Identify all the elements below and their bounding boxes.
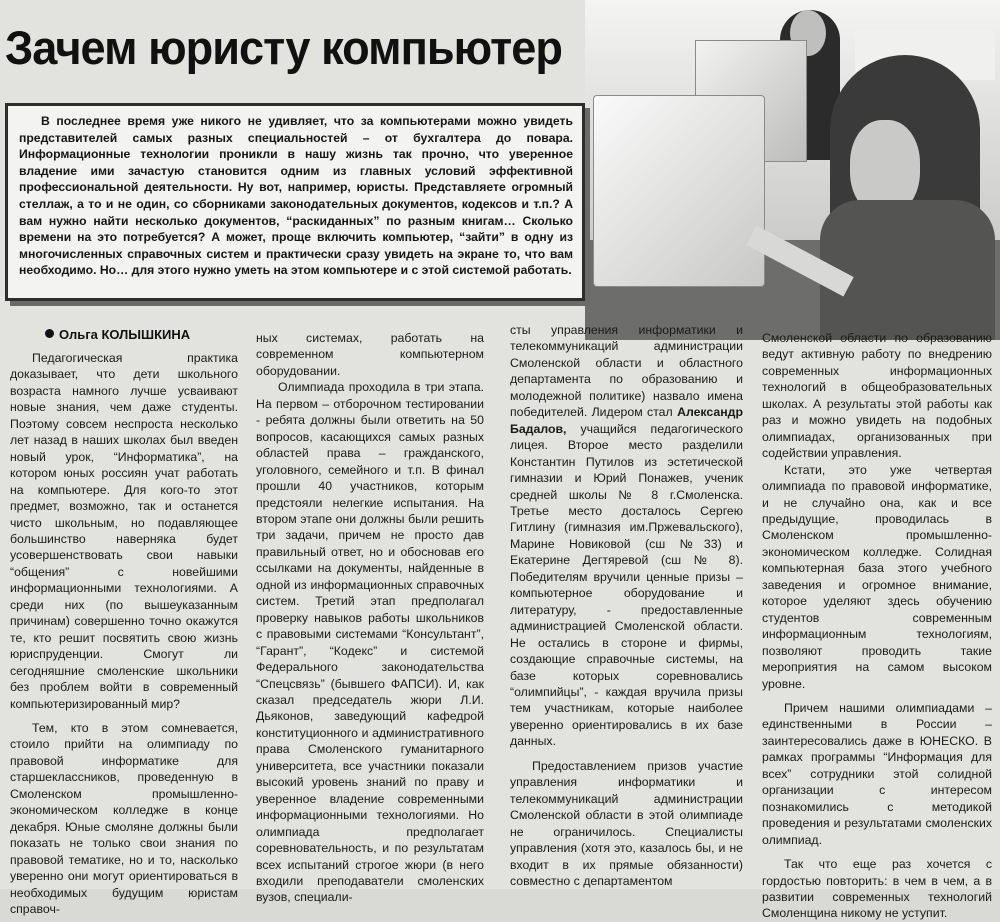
lead-text: В последнее время уже никого не удивляет, что за компьютерами можно увидеть представителей самых разных специальностей – от бухгалтера до повара. Информационные технологии проникли в нашу жизнь так прочно, что уверенное владение ими зачастую становится одним из главных условий эффективной профессиональной деятельности. Ну вот, например, юристы. Представляете огромный стеллаж, а то и не один, со сборниками законодательных документов, кодексов и т.п.? А вам нужно найти несколько документов, “раскиданных” по разным книгам… Сколько времени на это потребуется? А может, проще включить компьютер, “зайти” в одну из многочисленных справочных систем и практически сразу увидеть на экране то, что вам необходимо. Но… для этого нужно уметь на этом компьютере и с этой системой работать. <box>19 114 573 278</box>
bullet-icon <box>45 329 54 338</box>
column-2 <box>256 330 484 906</box>
column-3 <box>510 322 743 889</box>
byline <box>45 327 245 343</box>
paragraph: Предоставлением призов участие управления информатики и телекоммуникаций администрации Смоленской области в этой олимпиаде не ограничилось. Специалисты управления (хотя это, казалось бы, и не входит в их прямые обязанности) совместно с департаментом <box>510 758 743 888</box>
paragraph: Педагогическая практика доказывает, что дети школьного возраста намного лучше усваивают новые знания, чем даже студенты. Поэтому совсем неспроста несколько лет назад в наших школах был введен новый урок, “Информатика”, на котором юных россиян учат работать на компьютере. Для кого-то этот предмет, возможно, так и останется чисто школьным, но подавляющее большинство наверняка будет усовершенствовать свои навыки “общения” с новейшими информационными технологиями. А среди них (по вышеуказанным причинам) совершенно точно окажутся те, кто решит посвятить свою жизнь юриспруденции. Смогут ли сегодняшние смоленские школьники без проблем войти в современный компьютеризированный мир? <box>10 351 238 711</box>
photo-monitor <box>593 95 765 287</box>
lead-box <box>5 103 585 301</box>
author-name: Ольга КОЛЫШКИНА <box>59 327 191 342</box>
paragraph: Так что еще раз хочется с гордостью повторить: в чем в чем, а в развитии современных технологий Смоленщина никому не уступит. <box>762 857 992 921</box>
paragraph: Олимпиада проходила в три этапа. На первом – отборочном тестировании - ребята должны были ответить на 50 вопросов, касающихся самых разных областей права – гражданского, уголовного, семейного и т.п. В финал прошли 40 участников, которым предстояли нелегкие испытания. На втором этапе они должны были решить три задачи, причем не просто дав правильный ответ, но и обосновав его ссылками на документы, найденные в одной из информационных справочных систем. Третий этап предполагал проверку навыков работы школьников с правовыми системами “Консультант”, “Гарант”, “Кодекс” и системой Федерального законодательства “Спецсвязь” (бывшего ФАПСИ). И, как сказал председатель жюри Л.И. Дьяконов, заведующий кафедрой конституционного и административного права Смоленского гуманитарного университета, все участники показали высокий уровень знаний по праву и уверенное владение современными информационными технологиями. Но олимпиада предполагает соревновательность, и по результатам всех испытаний строгое жюри (в него входили преподаватели смоленских вузов, специали- <box>256 380 484 905</box>
column-1 <box>10 350 238 917</box>
paragraph <box>510 322 743 750</box>
winner-name: Александр Бадалов, <box>510 405 743 436</box>
text-run: сты управления информатики и телекоммуникаций администрации Смоленской области и областного департамента по образованию и молодежной политике) назвало имена победителей. Лидером стал <box>510 323 743 420</box>
column-4 <box>762 330 992 922</box>
article-title: Зачем юристу компьютер <box>5 21 562 74</box>
paragraph: Кстати, это уже четвертая олимпиада по правовой информатике, и не случайно она, как и все предыдущие, проводилась в Смоленском промышленно-экономическом колледже. Солидная компьютерная база этого учебного заведения и огромное внимание, которое уделяют здесь обучению студентов современным информационным технологиям, позволяют проводить такие мероприятия на самом высоком уровне. <box>762 462 992 691</box>
text-run: учащийся педагогического лицея. Второе место разделили Константин Путилов из эстетической гимназии и Юрий Понажев, ученик средней школы № 8 г.Смоленска. Третье место досталось Сергею Гитлину (гимназия им.Пржевальского), Марине Новиковой (сш №33) и Екатерине Дегтяревой (сш № 8). Победителям вручили ценные призы – компьютерное оборудование и литературу, - предоставленные администрацией Смоленской области. Не остались в стороне и фирмы, создающие справочные системы, на базе которых соревновались “олимпийцы”, - каждая вручила призы тем участникам, которые наиболее уверенно ориентировались в их базе данных. <box>510 421 743 749</box>
article-photo <box>585 0 1000 338</box>
photo-girl-body <box>820 200 995 340</box>
paragraph: Причем нашими олимпиадами – единственными в России – заинтересовались даже в ЮНЕСКО. В рамках программы “Информация для всех” сотрудники этой солидной организации с интересом познакомились с методикой проведения и результатами смоленских олимпиад. <box>762 700 992 847</box>
paragraph: Смоленской области по образованию ведут активную работу по внедрению современных информационных технологий в общеобразовательных школах. А результаты этой работы как раз и можно увидеть на подобных олимпиадах, организованных при содействии управления. <box>762 331 992 461</box>
paragraph: ных системах, работать на современном компьютерном оборудовании. <box>256 331 484 378</box>
paragraph: Тем, кто в этом сомневается, стоило прийти на олимпиаду по правовой информатике для старшеклассников, проведенную в Смоленском промышленно-экономическом колледже в конце декабря. Юные смоляне должны были показать не только свои знания по правовой тематике, но и то, насколько уверенно они могут ориентироваться в необходимых будущим юристам справоч- <box>10 720 238 916</box>
